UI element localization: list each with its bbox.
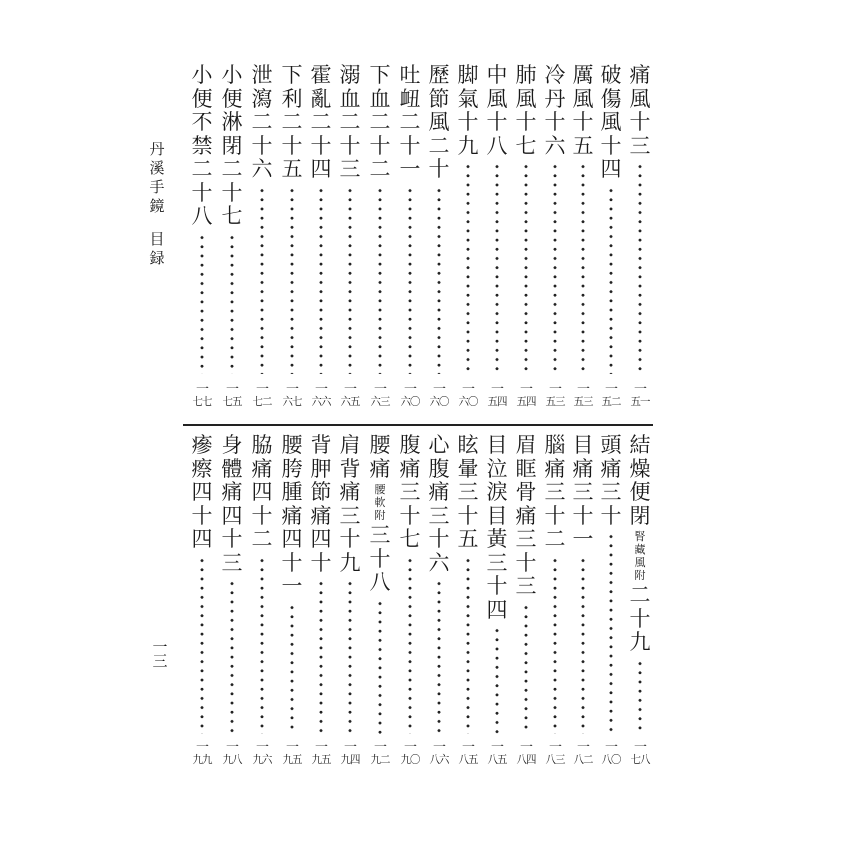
entry-note: 腎 藏 風 附 [634,530,646,582]
toc-entry[interactable] [514,64,538,374]
entry-note: 腰 軟 附 [374,483,386,522]
page-ref: 一 七二 [252,382,272,408]
entry-title: 溺 血 二 十 三 [339,63,361,181]
page-ref: 一 九八 [222,740,242,766]
leader-dots [290,186,294,375]
entry-title: 目 泣 淚 目 黃 三 十 四 [486,433,508,622]
page-ref: 一 八六 [429,740,449,766]
entry-title: 中 風 十 八 [486,63,508,158]
leader-dots [495,626,499,734]
entry-title: 腦 痛 三 十 二 [544,433,566,551]
leader-dots [437,579,441,734]
toc-entry[interactable] [309,64,333,374]
page-ref: 一 五三 [545,382,565,408]
entry-title: 歷 節 風 二 十 [428,63,450,181]
leader-dots [200,233,204,375]
leader-dots [408,556,412,735]
toc-entry[interactable] [250,64,274,374]
leader-dots [524,162,528,374]
entry-title: 瘮 瘵 四 十 四 [191,433,213,551]
entry-title: 脇 痛 四 十 二 [251,433,273,551]
entry-number: 三 十 八 [369,523,391,594]
toc-entry[interactable] [190,434,214,734]
leader-dots [319,186,323,375]
leader-dots [609,186,613,375]
page-ref: 一 九九 [192,740,212,766]
page-ref: 一 五四 [516,382,536,408]
toc-entry[interactable] [599,64,623,374]
leader-dots [290,603,294,735]
entry-title: 下 利 二 十 五 [281,63,303,181]
toc-entry[interactable] [338,64,362,374]
leader-dots [581,162,585,374]
page-ref: 一 五四 [487,382,507,408]
entry-title: 泄 瀉 二 十 六 [251,63,273,181]
entry-title: 吐 衄 二 十 一 [399,63,421,181]
leader-dots [230,579,234,734]
page-ref: 一 九〇 [400,740,420,766]
leader-dots [378,186,382,375]
toc-entry[interactable] [338,434,362,734]
page-ref: 一 六五 [340,382,360,408]
entry-title: 厲 風 十 五 [572,63,594,158]
leader-dots [553,556,557,735]
entry-title: 破 傷 風 十 四 [600,63,622,181]
leader-dots [260,186,264,375]
toc-entry[interactable] [514,434,538,734]
leader-dots [466,556,470,735]
entry-title: 肩 背 痛 三 十 九 [339,433,361,575]
toc-entry[interactable] [571,434,595,734]
leader-dots [581,556,585,735]
leader-dots [437,186,441,375]
toc-entry[interactable] [628,64,652,374]
leader-dots [260,556,264,735]
entry-title: 脚 氣 十 九 [457,63,479,158]
page-ref: 一 五三 [573,382,593,408]
toc-entry[interactable] [543,434,567,734]
toc-entry[interactable] [309,434,333,734]
toc-entry[interactable] [543,64,567,374]
leader-dots [466,162,470,374]
divider-rule [183,424,653,426]
toc-entry[interactable] [427,64,451,374]
page-ref: 一 六〇 [429,382,449,408]
page-ref: 一 八二 [573,740,593,766]
page-ref: 一 七八 [630,740,650,766]
toc-entry[interactable] [220,64,244,374]
toc-entry[interactable] [427,434,451,734]
leader-dots [319,579,323,734]
entry-title: 痛 風 十 三 [629,63,651,158]
book-title: 丹 溪 手 鏡 [149,140,165,215]
entry-title: 腹 痛 三 十 七 [399,433,421,551]
entry-title: 腰 痛 [369,433,391,481]
leader-dots [638,659,642,735]
toc-entry[interactable] [571,64,595,374]
leader-dots [378,599,382,735]
page-ref: 一 九五 [311,740,331,766]
leader-dots [638,162,642,374]
page-ref: 一 八五 [487,740,507,766]
entry-title: 頭 痛 三 十 [600,433,622,528]
entry-title: 眉 眶 骨 痛 三 十 三 [515,433,537,598]
page-ref: 一 九二 [370,740,390,766]
page-ref: 一 八四 [516,740,536,766]
page-ref: 一 五一 [630,382,650,408]
leader-dots [495,162,499,374]
page-ref: 一 八五 [458,740,478,766]
toc-entry[interactable] [190,64,214,374]
leader-dots [348,186,352,375]
page-ref: 一 八三 [545,740,565,766]
toc-entry[interactable] [628,434,652,734]
toc-entry[interactable] [485,434,509,734]
toc-entry[interactable] [220,434,244,734]
page-ref: 一 六三 [370,382,390,408]
page-number: 一 三 [152,638,168,670]
toc-entry[interactable] [456,434,480,734]
toc-entry[interactable] [250,434,274,734]
page-ref: 一 六〇 [400,382,420,408]
entry-title: 霍 亂 二 十 四 [310,63,332,181]
entry-title: 身 體 痛 四 十 三 [221,433,243,575]
entry-title: 肺 風 十 七 [515,63,537,158]
entry-title: 下 血 二 十 二 [369,63,391,181]
page-ref: 一 八〇 [601,740,621,766]
page-ref: 一 九五 [282,740,302,766]
page-ref: 一 六七 [282,382,302,408]
page-ref: 一 七五 [222,382,242,408]
toc-entry[interactable] [456,64,480,374]
entry-title: 心 腹 痛 三 十 六 [428,433,450,575]
page-ref: 一 六六 [311,382,331,408]
entry-title: 小 便 淋 閉 二 十 七 [221,63,243,228]
entry-title: 目 痛 三 十 一 [572,433,594,551]
leader-dots [408,186,412,375]
leader-dots [524,603,528,735]
leader-dots [553,162,557,374]
page-ref: 一 六〇 [458,382,478,408]
toc-entry[interactable] [398,434,422,734]
leader-dots [200,556,204,735]
toc-entry[interactable] [599,434,623,734]
entry-number: 二 十 九 [629,583,651,654]
page-ref: 一 七七 [192,382,212,408]
entry-title: 結 燥 便 閉 [629,433,651,528]
toc-entry[interactable] [280,434,304,734]
toc-entry[interactable] [368,434,392,734]
leader-dots [609,532,613,734]
page-ref: 一 九四 [340,740,360,766]
entry-title: 小 便 不 禁 二 十 八 [191,63,213,228]
toc-entry[interactable] [485,64,509,374]
toc-entry[interactable] [280,64,304,374]
entry-title: 背 胛 節 痛 四 十 [310,433,332,575]
entry-title: 冷 丹 十 六 [544,63,566,158]
running-header [146,140,168,268]
page-ref: 一 五二 [601,382,621,408]
leader-dots [230,233,234,375]
entry-title: 眩 暈 三 十 五 [457,433,479,551]
section-title: 目 録 [149,230,165,267]
page-ref: 一 九六 [252,740,272,766]
toc-entry[interactable] [398,64,422,374]
toc-entry[interactable] [368,64,392,374]
entry-title: 腰 胯 腫 痛 四 十 一 [281,433,303,598]
leader-dots [348,579,352,734]
